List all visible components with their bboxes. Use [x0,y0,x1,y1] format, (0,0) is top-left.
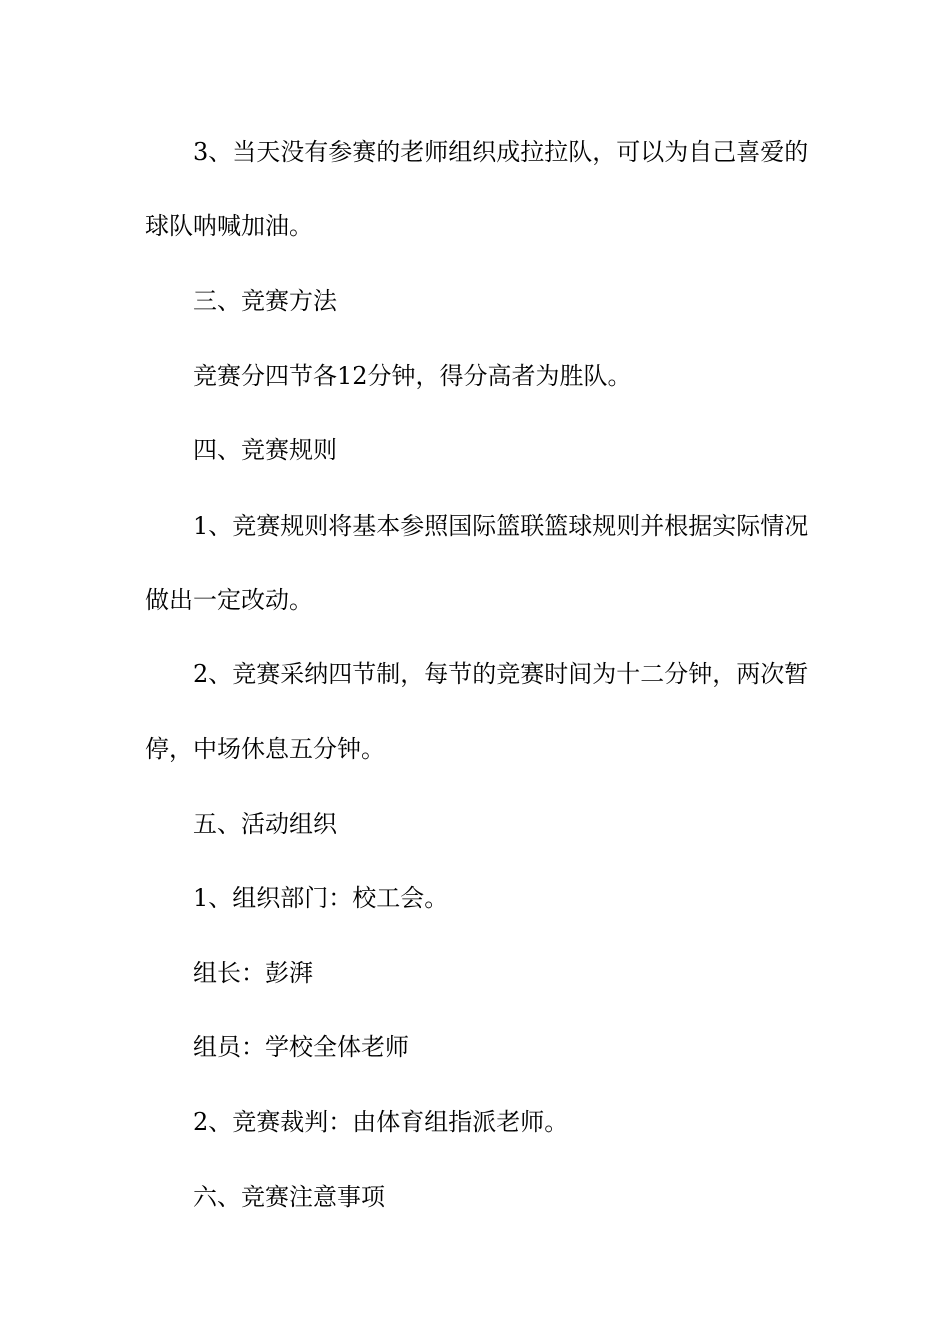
paragraph-line: 球队呐喊加油。 [145,212,313,240]
section-heading: 六、竞赛注意事项 [193,1183,385,1211]
paragraph-line: 2、竞赛裁判：由体育组指派老师。 [193,1108,569,1136]
section-heading: 三、竞赛方法 [193,287,337,315]
paragraph-line: 3、当天没有参赛的老师组织成拉拉队，可以为自己喜爱的 [193,138,809,166]
paragraph-line: 组长：彭湃 [193,959,313,987]
paragraph-line: 组员：学校全体老师 [193,1033,409,1061]
paragraph-line: 做出一定改动。 [145,586,313,614]
paragraph-line: 停，中场休息五分钟。 [145,735,385,763]
section-heading: 五、活动组织 [193,810,337,838]
paragraph-line: 1、组织部门：校工会。 [193,884,449,912]
paragraph-line: 1、竞赛规则将基本参照国际篮联篮球规则并根据实际情况 [193,512,809,540]
paragraph-line: 竞赛分四节各12分钟，得分高者为胜队。 [193,362,632,390]
section-heading: 四、竞赛规则 [193,436,337,464]
paragraph-line: 2、竞赛采纳四节制，每节的竞赛时间为十二分钟，两次暂 [193,660,809,688]
